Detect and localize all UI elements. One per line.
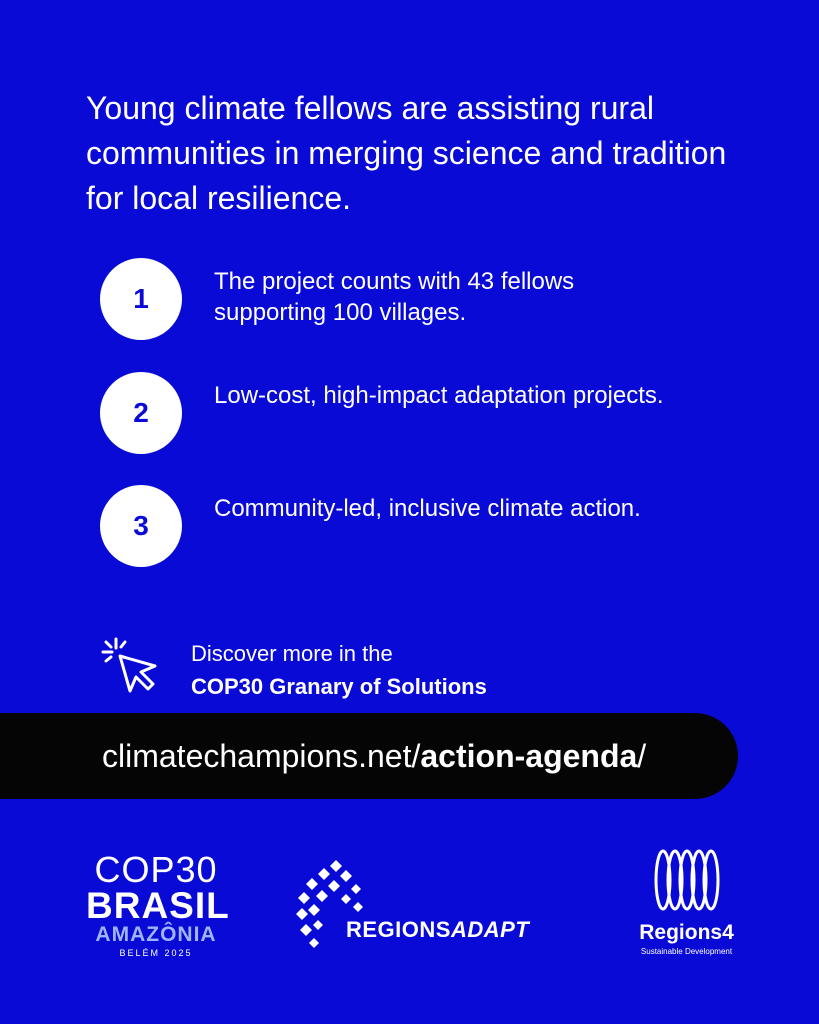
regions4-subtitle: Sustainable Development <box>640 947 733 956</box>
regionsadapt-wordmark <box>346 917 529 943</box>
url-bar[interactable] <box>0 713 738 799</box>
regionsadapt-logo <box>296 858 556 950</box>
cop30-logo-line4: BELÉM 2025 <box>119 948 193 958</box>
regions4-logo <box>624 848 749 963</box>
regionsadapt-word-adapt: ADAPT <box>450 917 530 942</box>
key-point-3 <box>100 485 700 567</box>
key-point-text-2: Low-cost, high-impact adaptation projects. <box>214 382 664 409</box>
url-prefix: climatechampions.net/ <box>102 738 421 774</box>
discover-more <box>100 634 620 704</box>
url-bold: action-agenda <box>420 738 638 774</box>
url-link[interactable] <box>102 735 646 777</box>
headline: Young climate fellows are assisting rural communities in merging science and tradition for local resilience. <box>86 90 727 216</box>
cop30-logo <box>86 849 230 962</box>
key-point-1 <box>100 258 700 340</box>
regions4-mark-icon <box>653 848 721 912</box>
url-suffix: / <box>637 738 647 774</box>
cursor-click-icon <box>100 636 162 698</box>
key-point-text-1: The project counts with 43 fellows supporting 100 villages. <box>214 268 575 326</box>
key-point-text-3: Community-led, inclusive climate action. <box>214 495 641 522</box>
key-point-2 <box>100 372 700 454</box>
regions4-name: Regions4 <box>639 921 734 944</box>
number-badge-1: 1 <box>100 258 182 340</box>
number-badge-2: 2 <box>100 372 182 454</box>
regionsadapt-word-regions: REGIONS <box>346 917 451 942</box>
cop30-logo-line3: AMAZÔNIA <box>95 923 217 946</box>
discover-line-1: Discover more in the <box>191 641 393 666</box>
cop30-logo-line1: COP30 <box>94 849 218 890</box>
number-badge-3: 3 <box>100 485 182 567</box>
discover-line-2: COP30 Granary of Solutions <box>191 674 487 699</box>
cop30-logo-line2: BRASIL <box>86 885 230 926</box>
discover-text <box>191 637 487 703</box>
